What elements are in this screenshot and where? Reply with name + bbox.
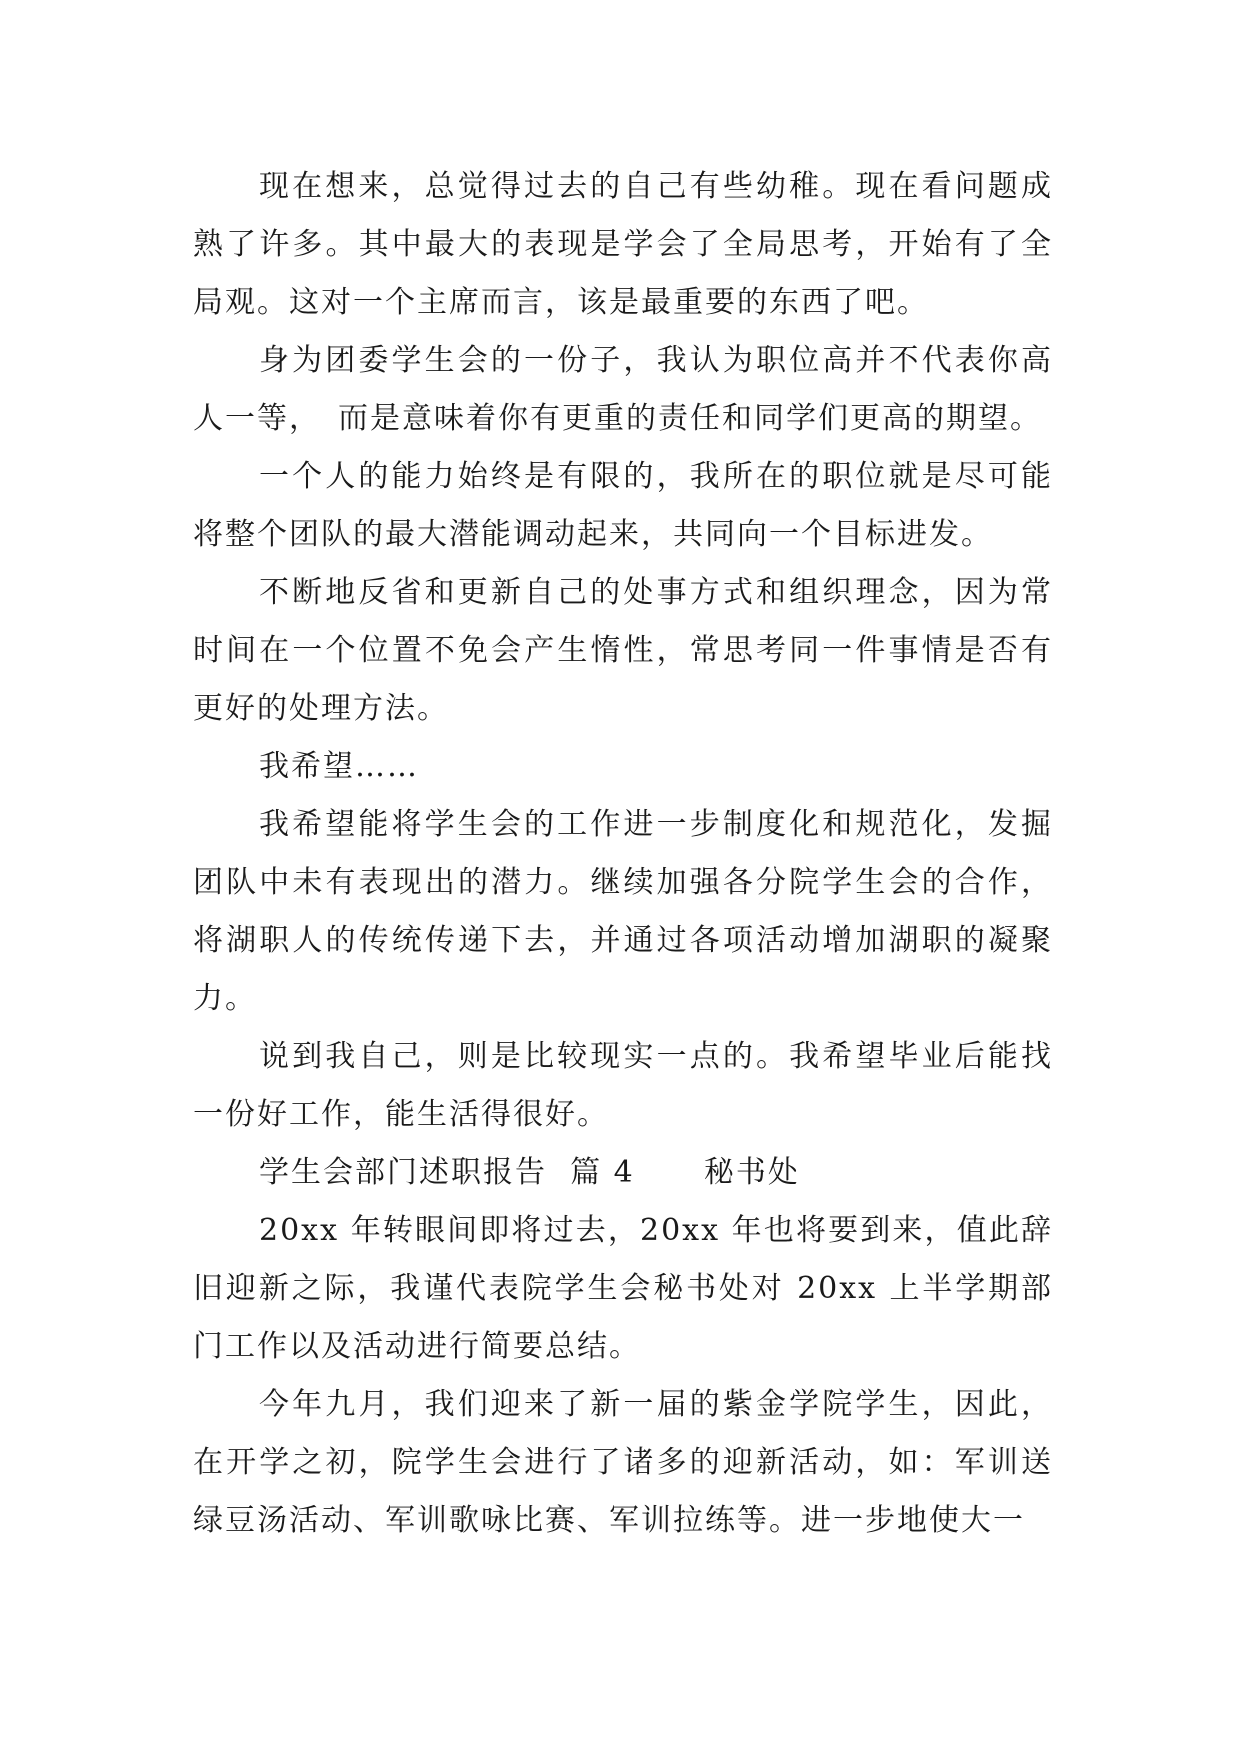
document-body	[193, 158, 1053, 1550]
paragraph-hope-detail: 我希望能将学生会的工作进一步制度化和规范化，发掘团队中未有表现出的潜力。继续加强各分院学生会的合作，将湖职人的传统传递下去，并通过各项活动增加湖职的凝聚力。	[193, 807, 1053, 1016]
section-heading: 学生会部门述职报告 篇 4 秘书处	[259, 1155, 800, 1190]
paragraph-team-potential: 一个人的能力始终是有限的，我所在的职位就是尽可能将整个团队的最大潜能调动起来，共同向一个目标进发。	[193, 459, 1053, 552]
paragraph-year-summary: 20xx 年转眼间即将过去，20xx 年也将要到来，值此辞旧迎新之际，我谨代表院学生会秘书处对 20xx 上半学期部门工作以及活动进行简要总结。	[193, 1213, 1053, 1364]
paragraph-hope-intro: 我希望……	[259, 749, 419, 784]
paragraph-september-activities: 今年九月，我们迎来了新一届的紫金学院学生，因此，在开学之初，院学生会进行了诸多的迎新活动，如：军训送绿豆汤活动、军训歌咏比赛、军训拉练等。进一步地使大一	[193, 1387, 1053, 1538]
paragraph-responsibility: 身为团委学生会的一份子，我认为职位高并不代表你高人一等， 而是意味着你有更重的责任和同学们更高的期望。	[193, 343, 1053, 436]
paragraph-personal-hope: 说到我自己，则是比较现实一点的。我希望毕业后能找一份好工作，能生活得很好。	[193, 1039, 1053, 1132]
paragraph-self-review: 不断地反省和更新自己的处事方式和组织理念，因为常时间在一个位置不免会产生惰性，常思考同一件事情是否有更好的处理方法。	[193, 575, 1053, 726]
paragraph-reflection: 现在想来，总觉得过去的自己有些幼稚。现在看问题成熟了许多。其中最大的表现是学会了全局思考，开始有了全局观。这对一个主席而言，该是最重要的东西了吧。	[193, 169, 1053, 320]
